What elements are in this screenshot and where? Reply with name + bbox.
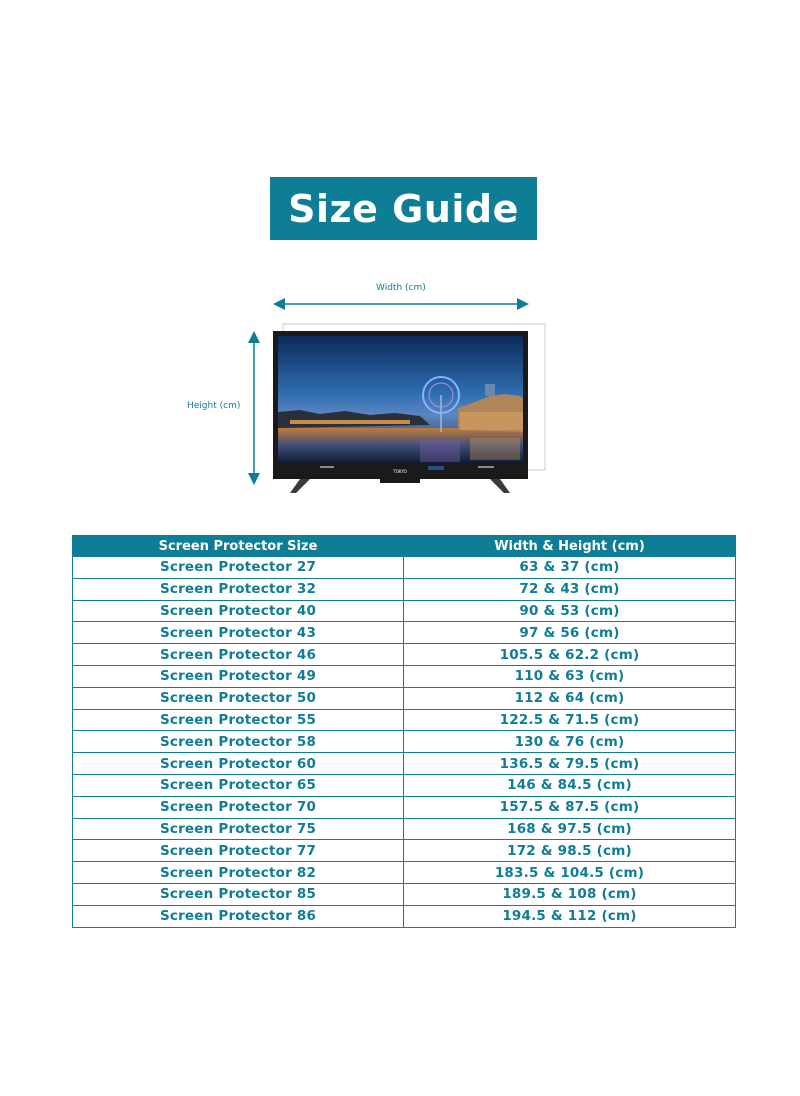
- cell-size: Screen Protector 27: [73, 557, 404, 579]
- cell-dimensions: 122.5 & 71.5 (cm): [404, 709, 736, 731]
- cell-dimensions: 90 & 53 (cm): [404, 600, 736, 622]
- cell-dimensions: 189.5 & 108 (cm): [404, 883, 736, 905]
- table-row: [73, 731, 736, 753]
- cell-size: Screen Protector 86: [73, 905, 404, 927]
- cell-dimensions: 168 & 97.5 (cm): [404, 818, 736, 840]
- cell-size: Screen Protector 46: [73, 644, 404, 666]
- tv-stand-right: [490, 479, 510, 493]
- table-row: [73, 905, 736, 927]
- cell-size: Screen Protector 58: [73, 731, 404, 753]
- cell-dimensions: 157.5 & 87.5 (cm): [404, 796, 736, 818]
- table-row: [73, 774, 736, 796]
- tv-stand-left: [290, 479, 310, 493]
- cell-size: Screen Protector 43: [73, 622, 404, 644]
- cell-dimensions: 63 & 37 (cm): [404, 557, 736, 579]
- header-size: Screen Protector Size: [73, 536, 404, 557]
- cell-dimensions: 72 & 43 (cm): [404, 578, 736, 600]
- page-title: Size Guide: [288, 186, 519, 231]
- cell-size: Screen Protector 50: [73, 687, 404, 709]
- table-row: [73, 622, 736, 644]
- cell-size: Screen Protector 85: [73, 883, 404, 905]
- size-table: [72, 535, 736, 928]
- cell-dimensions: 110 & 63 (cm): [404, 665, 736, 687]
- cell-size: Screen Protector 82: [73, 862, 404, 884]
- cell-size: Screen Protector 77: [73, 840, 404, 862]
- table-row: [73, 796, 736, 818]
- width-label: Width (cm): [376, 283, 426, 293]
- table-row: [73, 753, 736, 775]
- table-row: [73, 665, 736, 687]
- table-row: [73, 600, 736, 622]
- table-row: [73, 644, 736, 666]
- cell-size: Screen Protector 75: [73, 818, 404, 840]
- cell-size: Screen Protector 70: [73, 796, 404, 818]
- cell-size: Screen Protector 32: [73, 578, 404, 600]
- cell-dimensions: 183.5 & 104.5 (cm): [404, 862, 736, 884]
- cell-size: Screen Protector 49: [73, 665, 404, 687]
- cell-dimensions: 97 & 56 (cm): [404, 622, 736, 644]
- cell-size: Screen Protector 65: [73, 774, 404, 796]
- table-row: [73, 862, 736, 884]
- height-label: Height (cm): [187, 401, 241, 411]
- header-dimensions: Width & Height (cm): [404, 536, 736, 557]
- cell-dimensions: 130 & 76 (cm): [404, 731, 736, 753]
- cell-size: Screen Protector 60: [73, 753, 404, 775]
- tv-brand: TOKYO: [393, 469, 407, 474]
- cell-dimensions: 194.5 & 112 (cm): [404, 905, 736, 927]
- cell-size: Screen Protector 40: [73, 600, 404, 622]
- tv-diagram: [0, 0, 800, 520]
- table-row: [73, 687, 736, 709]
- cell-dimensions: 146 & 84.5 (cm): [404, 774, 736, 796]
- cell-dimensions: 112 & 64 (cm): [404, 687, 736, 709]
- table-row: [73, 557, 736, 579]
- table-row: [73, 709, 736, 731]
- cell-dimensions: 172 & 98.5 (cm): [404, 840, 736, 862]
- table-row: [73, 578, 736, 600]
- cell-dimensions: 136.5 & 79.5 (cm): [404, 753, 736, 775]
- cell-size: Screen Protector 55: [73, 709, 404, 731]
- cell-dimensions: 105.5 & 62.2 (cm): [404, 644, 736, 666]
- table-header-row: [73, 536, 736, 557]
- table-row: [73, 883, 736, 905]
- table-row: [73, 840, 736, 862]
- table-row: [73, 818, 736, 840]
